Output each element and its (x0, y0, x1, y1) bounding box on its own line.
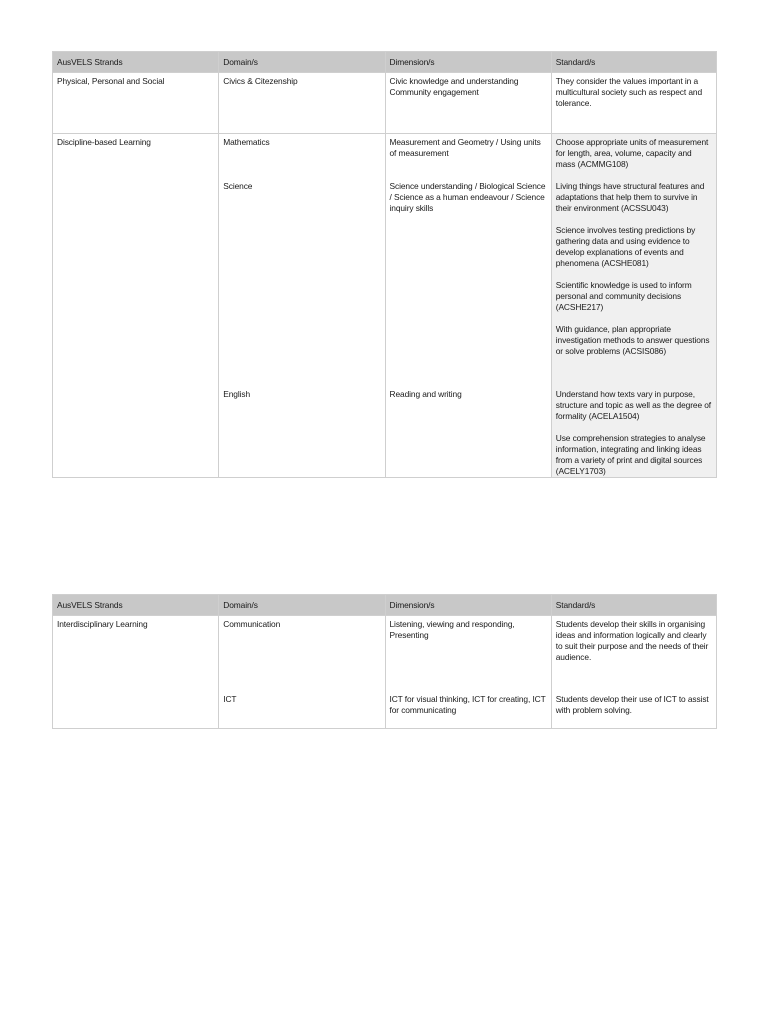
dimension-line: Community engagement (389, 87, 479, 97)
dimension-cell (385, 73, 551, 134)
dimension-cell (385, 616, 551, 729)
header-strands: AusVELS Strands (53, 595, 219, 616)
standard-cell (551, 134, 716, 478)
dimension-english: Reading and writing (389, 389, 462, 399)
dimension-cell (385, 134, 551, 478)
header-domains: Domain/s (219, 52, 385, 73)
standard-item: Science involves testing predictions by gathering data and using evidence to develop explanations of events and phenomena (ACSHE081) (555, 225, 696, 268)
header-strands: AusVELS Strands (53, 52, 219, 73)
domain-ict: ICT (223, 694, 237, 704)
strand-cell: Discipline-based Learning (53, 134, 219, 478)
header-dimensions: Dimension/s (385, 52, 551, 73)
standard-ict: Students develop their use of ICT to assist with problem solving. (555, 694, 709, 715)
header-standards: Standard/s (551, 595, 716, 616)
standard-item: Use comprehension strategies to analyse information, integrating and linking ideas from a variety of print and digital sources (ACELY1703) (555, 433, 706, 476)
dimension-science: Science understanding / Biological Science / Science as a human endeavour / Science inquiry skills (389, 181, 546, 213)
table-header-row (53, 595, 717, 616)
dimension-mathematics: Measurement and Geometry / Using units of measurement (389, 137, 541, 158)
standard-item: Understand how texts vary in purpose, structure and topic as well as the degree of formality (ACELA1504) (555, 389, 712, 421)
header-domains: Domain/s (219, 595, 385, 616)
domain-cell (219, 616, 385, 729)
standard-item: Scientific knowledge is used to inform personal and community decisions (ACSHE217) (555, 280, 692, 312)
header-standards: Standard/s (551, 52, 716, 73)
standard-cell: They consider the values important in a multicultural society such as respect and tolerance. (551, 73, 716, 134)
dimension-communication: Listening, viewing and responding, Presenting (389, 619, 515, 640)
domain-cell: Civics & Citezenship (219, 73, 385, 134)
domain-english: English (223, 389, 251, 399)
table-row (53, 616, 717, 729)
curriculum-table-1 (52, 51, 717, 478)
domain-mathematics: Mathematics (223, 137, 270, 147)
standard-mathematics: Choose appropriate units of measurement for length, area, volume, capacity and mass (ACMMG108) (555, 137, 709, 169)
domain-cell (219, 134, 385, 478)
standard-cell (551, 616, 716, 729)
dimension-line: Civic knowledge and understanding (389, 76, 519, 86)
standard-communication: Students develop their skills in organising ideas and information logically and clearly to suit their purpose and the needs of their audience. (555, 619, 709, 662)
standard-english (556, 389, 713, 477)
strand-cell: Interdisciplinary Learning (53, 616, 219, 729)
table-row (53, 73, 717, 134)
table-row (53, 134, 717, 478)
standard-item: With guidance, plan appropriate investigation methods to answer questions or solve problems (ACSIS086) (555, 324, 710, 356)
domain-science: Science (223, 181, 253, 191)
curriculum-table-2 (52, 594, 717, 729)
standard-science (556, 181, 713, 389)
strand-cell: Physical, Personal and Social (53, 73, 219, 134)
header-dimensions: Dimension/s (385, 595, 551, 616)
standard-item: Living things have structural features and adaptations that help them to survive in their environment (ACSSU043) (555, 181, 705, 213)
table-header-row (53, 52, 717, 73)
domain-communication: Communication (223, 619, 281, 629)
dimension-ict: ICT for visual thinking, ICT for creating, ICT for communicating (389, 694, 546, 715)
